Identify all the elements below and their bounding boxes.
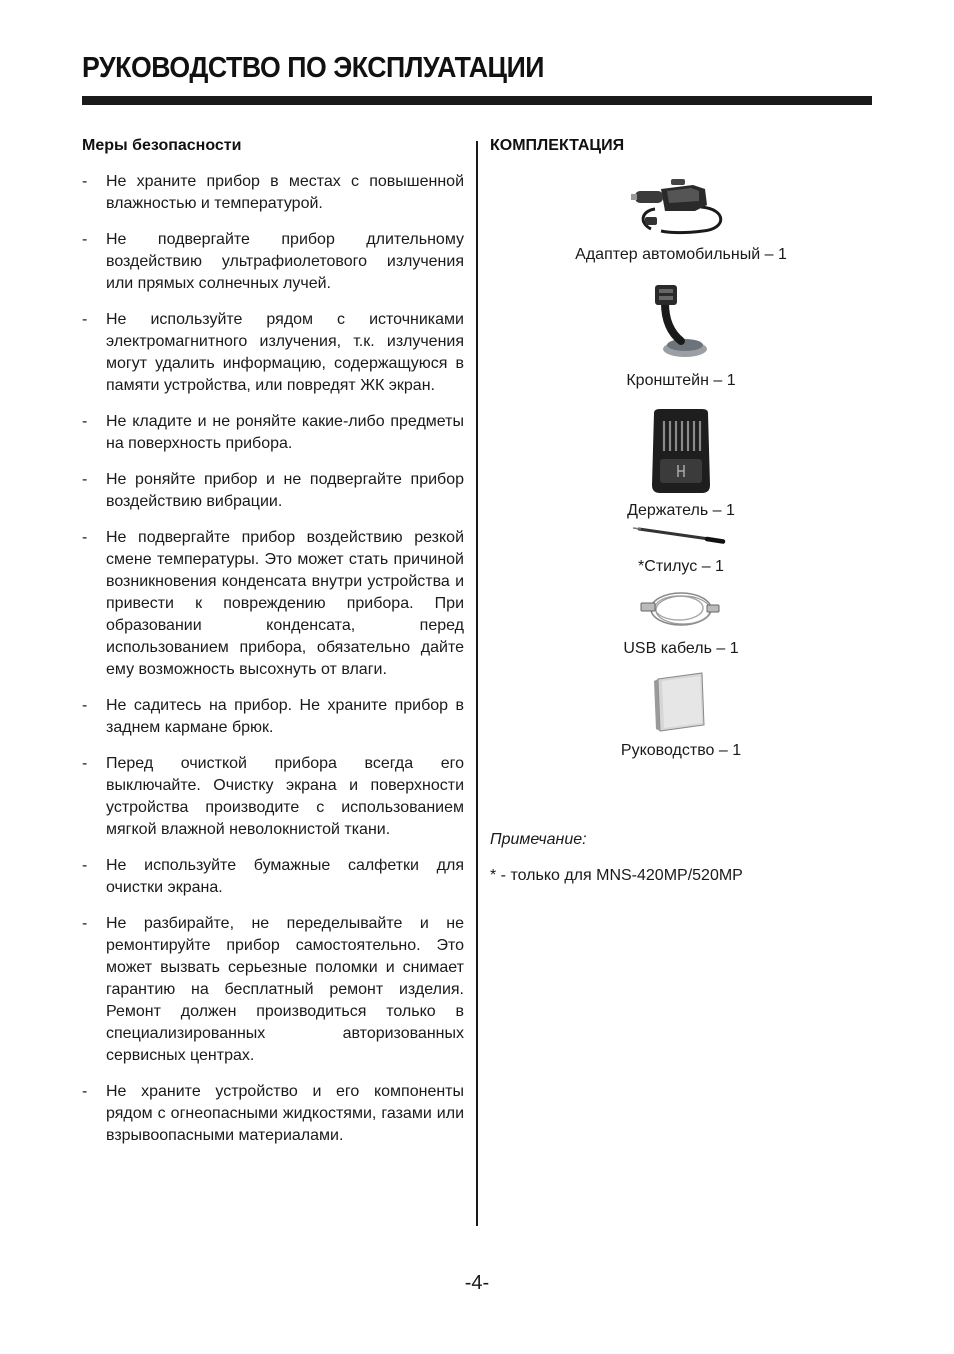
list-item-text: Не подвергайте прибор длительному воздействию ультрафиолетового излучения или прямых солнечных лучей. — [106, 231, 464, 292]
suction-mount-icon — [651, 281, 711, 361]
bullet-dash: - — [82, 231, 88, 248]
list-item-text: Не храните прибор в местах с повышенной влажностью и температурой. — [106, 173, 464, 212]
safety-list — [82, 171, 464, 1147]
list-item-text: Не кладите и не роняйте какие-либо предметы на поверхность прибора. — [106, 413, 464, 452]
package-item-label: *Стилус – 1 — [638, 558, 724, 575]
package-item-label: Держатель – 1 — [627, 502, 735, 519]
package-item-label: Руководство – 1 — [620, 742, 742, 759]
list-item — [82, 527, 464, 681]
package-item-usb-cable — [490, 587, 872, 659]
bullet-dash: - — [82, 857, 88, 874]
list-item — [82, 171, 464, 215]
car-adapter-icon — [631, 171, 731, 237]
bullet-dash: - — [82, 471, 88, 488]
usb-cable-icon — [639, 587, 723, 631]
package-item-mount — [490, 281, 872, 391]
package-item-stylus — [490, 523, 872, 577]
list-item-text: Не роняйте прибор и не подвергайте прибор воздействию вибрации. — [106, 471, 464, 510]
list-item — [82, 229, 464, 295]
bullet-dash: - — [82, 311, 88, 328]
list-item-text: Не разбирайте, не переделывайте и не ремонтируйте прибор самостоятельно. Это может вызвать серьезные поломки и снимает гарантию на бесплатный ремонт изделия. Ремонт должен производиться только в специализированных авторизованных сервисных центрах. — [106, 915, 464, 1064]
bullet-dash: - — [82, 173, 88, 190]
title-underline — [82, 96, 872, 105]
list-item — [82, 1081, 464, 1147]
list-item — [82, 469, 464, 513]
bullet-dash: - — [82, 755, 88, 772]
safety-section — [82, 137, 464, 1161]
list-item-text: Не садитесь на прибор. Не храните прибор в заднем кармане брюк. — [106, 697, 464, 736]
list-item-text: Не используйте бумажные салфетки для очистки экрана. — [106, 857, 464, 896]
list-item-text: Не используйте рядом с источниками электромагнитного излучения, т.к. излучения могут удалить информацию, содержащуюся в памяти устройства, или повредят ЖК экран. — [106, 311, 464, 394]
list-item-text: Не подвергайте прибор воздействию резкой смене температуры. Это может стать причиной возникновения конденсата внутри устройства и привести к повреждению прибора. При образовании конденсата, перед использованием прибора, обязательно дайте ему возможность высохнуть от влаги. — [106, 529, 464, 678]
stylus-icon — [631, 523, 731, 547]
list-item — [82, 695, 464, 739]
bullet-dash: - — [82, 697, 88, 714]
package-item-manual — [490, 671, 872, 761]
list-item-text: Перед очисткой прибора всегда его выключайте. Очистку экрана и поверхности устройства производите с использованием мягкой влажной неволокнистой ткани. — [106, 755, 464, 838]
page-title: РУКОВОДСТВО ПО ЭКСПЛУАТАЦИИ — [82, 52, 545, 84]
list-item — [82, 411, 464, 455]
package-heading: КОМПЛЕКТАЦИЯ — [490, 137, 625, 154]
note-text: * - только для MNS-420MP/520MP — [490, 867, 743, 884]
package-item-label: USB кабель – 1 — [623, 640, 739, 657]
safety-heading: Меры безопасности — [82, 137, 242, 154]
bullet-dash: - — [82, 529, 88, 546]
list-item — [82, 913, 464, 1067]
bullet-dash: - — [82, 413, 88, 430]
manual-booklet-icon — [652, 671, 710, 733]
bullet-dash: - — [82, 1083, 88, 1100]
package-section — [490, 137, 872, 884]
package-item-holder — [490, 407, 872, 521]
page-number: -4- — [464, 1272, 490, 1294]
bullet-dash: - — [82, 915, 88, 932]
package-item-car-adapter — [490, 171, 872, 265]
note-label: Примечание: — [490, 831, 587, 848]
package-item-label: Кронштейн – 1 — [626, 372, 736, 389]
list-item — [82, 753, 464, 841]
list-item-text: Не храните устройство и его компоненты рядом с огнеопасными жидкостями, газами или взрывоопасными материалами. — [106, 1083, 464, 1144]
list-item — [82, 855, 464, 899]
package-item-label: Адаптер автомобильный – 1 — [575, 246, 787, 263]
list-item — [82, 309, 464, 397]
holder-icon — [650, 407, 712, 495]
column-divider — [476, 141, 478, 1226]
